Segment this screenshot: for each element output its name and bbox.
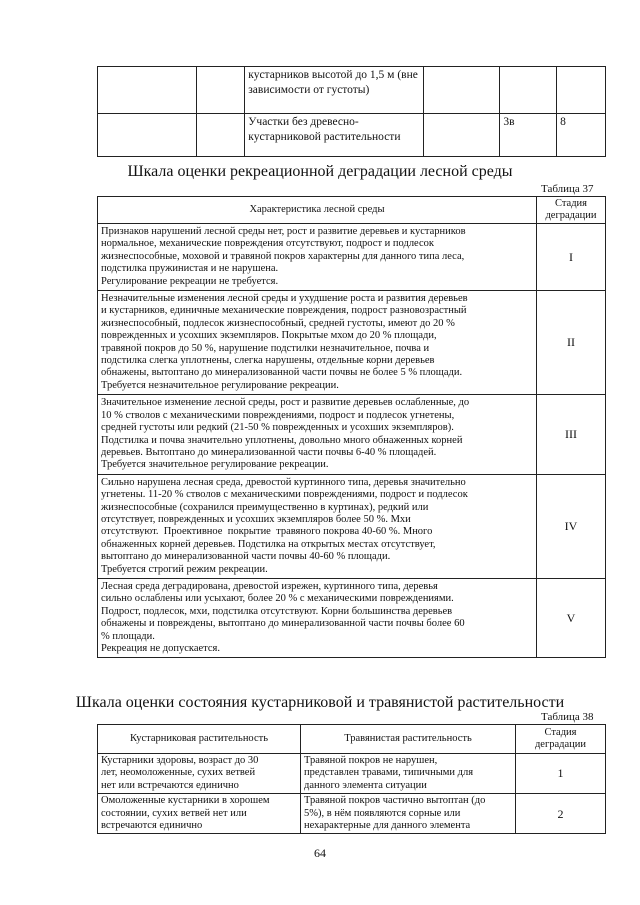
- row-grass: [301, 794, 516, 834]
- desc-line: жизнеспособные (сохранился преимущественно в куртинах), редкий или: [101, 501, 429, 513]
- table-cell: [500, 67, 557, 114]
- table-cell: 3в: [500, 114, 557, 157]
- table38: [97, 724, 606, 834]
- desc-line: средней густоты или редкий (21-50 % поврежденных и усохших экземпляров).: [101, 422, 454, 434]
- desc-line: Признаков нарушений лесной среды нет, рост и развитие деревьев и кустарников: [101, 226, 466, 237]
- row-stage: IV: [537, 474, 606, 578]
- table-cell: [557, 67, 606, 114]
- desc-line: отсутствует, поврежденных и усохших экземпляров более 50 %. Мхи: [101, 513, 411, 525]
- cell-line: лет, неомоложенные, сухих ветвей: [101, 767, 256, 779]
- table-cell: [196, 114, 245, 157]
- table-row: [98, 754, 606, 794]
- table-row: [98, 794, 606, 834]
- top-continuation-table: [97, 66, 606, 157]
- desc-line: Требуется незначительное регулирование рекреации.: [101, 379, 339, 391]
- table-row: [98, 114, 606, 157]
- desc-line: Значительное изменение лесной среды, рост и развитие деревьев ослабленные, до: [101, 397, 470, 409]
- desc-line: Регулирование рекреации не требуется.: [101, 275, 279, 287]
- desc-line: обнажены, вытоптано до минерализованной части почвы не более 5 % площади.: [101, 367, 463, 379]
- cell-line: данного элемента ситуации: [304, 779, 427, 791]
- desc-line: Требуется значительное регулирование рекреации.: [101, 459, 329, 471]
- table-cell: 8: [557, 114, 606, 157]
- row-shrub: [98, 754, 301, 794]
- header-stage: Стадия деградации: [537, 197, 606, 224]
- desc-line: подстилка пружинистая и не нарушена.: [101, 263, 279, 275]
- desc-line: подстилка слегка уплотнены, слегка нарушены, отдельные корни деревьев: [101, 355, 435, 367]
- table-cell: [245, 67, 423, 114]
- desc-line: Сильно нарушена лесная среда, древостой куртинного типа, деревья значительно: [101, 476, 466, 488]
- desc-line: Рекреация не допускается.: [101, 643, 220, 654]
- desc-line: жизнеспособные, моховой и травяной покров характерны для данного типа леса,: [101, 250, 465, 262]
- page-number: 64: [314, 846, 326, 860]
- cell-line: Травяной покров не нарушен,: [304, 755, 438, 766]
- row-characteristic: [98, 224, 537, 291]
- table-cell: [98, 67, 197, 114]
- table-row: [98, 224, 606, 291]
- header-shrub: Кустарниковая растительность: [98, 725, 301, 754]
- cell-line: представлен травами, типичными для: [304, 767, 474, 779]
- row-characteristic: [98, 291, 537, 395]
- row-characteristic: [98, 474, 537, 578]
- table37-title: Шкала оценки рекреационной деградации лесной среды: [127, 163, 513, 180]
- desc-line: 10 % стволов с механическими повреждениями, подрост и подлесок угнетены,: [101, 409, 455, 421]
- table-row: [98, 395, 606, 474]
- desc-line: нормальное, механические повреждения отсутствуют, подрост и подлесок: [101, 238, 434, 250]
- desc-line: и кустарников, единичные механические повреждения, подрост разновозрастный: [101, 305, 467, 317]
- row-stage: 1: [516, 754, 606, 794]
- desc-line: Подрост, подлесок, мхи, подстилка отсутствуют. Корни большинства деревьев: [101, 605, 453, 617]
- desc-line: Незначительные изменения лесной среды и ухудшение роста и развития деревьев: [101, 293, 468, 305]
- desc-line: обнаженных корней деревьев. Подстилка на открытых местах отсутствует,: [101, 538, 436, 550]
- desc-line: отсутствуют. Проективное покрытие травяного покрова 40-60 %. Много: [101, 526, 433, 538]
- desc-line: травяной покров до 50 %, нарушение подстилки незначительное, почва и: [101, 342, 430, 354]
- row-stage: III: [537, 395, 606, 474]
- table-cell: [423, 114, 500, 157]
- table-cell: [245, 114, 423, 157]
- table-row: [98, 291, 606, 395]
- desc-line: Требуется строгий режим рекреации.: [101, 563, 268, 575]
- cell-line: нехарактерные для данного элемента: [304, 820, 471, 832]
- row-characteristic: [98, 395, 537, 474]
- desc-line: угнетены. 11-20 % стволов с механическими повреждениями, подрост и подлесок: [101, 489, 468, 501]
- table38-title: Шкала оценки состояния кустарниковой и травянистой растительности: [75, 694, 565, 711]
- cell-line: Кустарники здоровы, возраст до 30: [101, 755, 259, 766]
- desc-line: % площади.: [101, 630, 155, 642]
- desc-line: сильно ослаблены или усыхают, более 20 % с механическими повреждениями.: [101, 593, 454, 605]
- cell-line: 5%), в нём появляются сорные или: [304, 807, 461, 819]
- table-header-row: [98, 725, 606, 754]
- header-characteristic: Характеристика лесной среды: [98, 197, 537, 224]
- desc-line: обнажены и повреждены, вытоптано до минерализованной части почвы более 60: [101, 618, 465, 630]
- desc-line: Подстилка и почва значительно уплотнены, довольно много обнаженных корней: [101, 434, 463, 446]
- header-grass: Травянистая растительность: [301, 725, 516, 754]
- table37: [97, 196, 606, 658]
- row-characteristic: [98, 578, 537, 657]
- desc-line: жизнеспособный, подлесок жизнеспособный, средней густоты, имеют до 20 %: [101, 317, 455, 329]
- row-stage: V: [537, 578, 606, 657]
- desc-line: деревьев. Вытоптано до минерализованной части почвы 6-40 % площадей.: [101, 446, 437, 458]
- row-grass: [301, 754, 516, 794]
- table-header-row: [98, 197, 606, 224]
- table-row: [98, 578, 606, 657]
- cell-line: нет или встречаются единично: [101, 779, 239, 791]
- desc-line: поврежденных и усохших экземпляров. Покрытые мхом до 20 % площади,: [101, 330, 437, 342]
- table38-number: Таблица 38: [541, 711, 594, 723]
- table37-number: Таблица 37: [541, 183, 594, 195]
- row-stage: 2: [516, 794, 606, 834]
- table-cell: [423, 67, 500, 114]
- cell-line: Травяной покров частично вытоптан (до: [304, 795, 486, 807]
- cell-line: состоянии, сухих ветвей нет или: [101, 807, 247, 819]
- row-stage: II: [537, 291, 606, 395]
- cell-line: встречаются единично: [101, 820, 203, 832]
- header-stage: Стадия деградации: [516, 725, 606, 754]
- row-stage: I: [537, 224, 606, 291]
- row-desc: Участки без древесно-кустарниковой растительности: [248, 116, 401, 143]
- table-row: [98, 67, 606, 114]
- table-cell: [196, 67, 245, 114]
- table-cell: [98, 114, 197, 157]
- cell-line: Омоложенные кустарники в хорошем: [101, 795, 270, 807]
- row-desc: кустарников высотой до 1,5 м (вне зависимости от густоты): [248, 69, 418, 96]
- row-shrub: [98, 794, 301, 834]
- desc-line: Лесная среда деградирована, древостой изрежен, куртинного типа, деревья: [101, 580, 438, 592]
- table-row: [98, 474, 606, 578]
- desc-line: вытоптано до минерализованной части почвы 40-60 % площади.: [101, 551, 391, 563]
